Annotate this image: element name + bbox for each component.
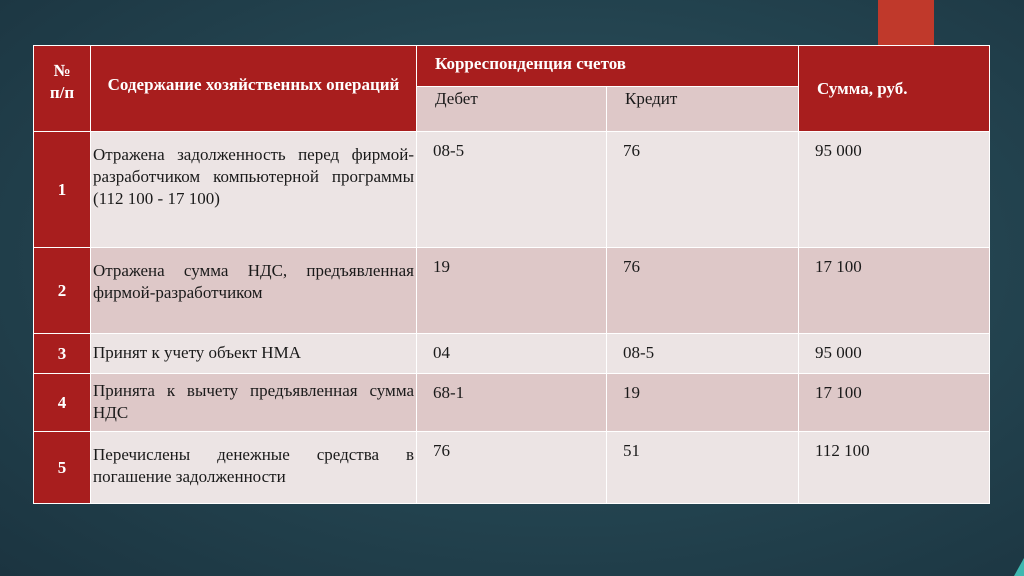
header-content: Содержание хозяйственных операций <box>91 46 417 132</box>
row-debit: 68-1 <box>417 374 607 432</box>
row-debit: 76 <box>417 432 607 504</box>
row-debit: 08-5 <box>417 132 607 248</box>
row-debit: 04 <box>417 334 607 374</box>
row-sum: 17 100 <box>799 374 990 432</box>
table-row <box>34 432 990 504</box>
operations-table-container <box>33 45 989 504</box>
table-row <box>34 248 990 334</box>
row-content: Отражена сумма НДС, предъявленная фирмой-разработчиком <box>91 248 417 334</box>
row-credit: 19 <box>607 374 799 432</box>
header-credit: Кредит <box>607 87 799 132</box>
operations-table <box>33 45 990 504</box>
corner-triangle-decoration <box>1014 558 1024 576</box>
row-number: 1 <box>34 132 91 248</box>
row-credit: 08-5 <box>607 334 799 374</box>
row-number: 3 <box>34 334 91 374</box>
row-sum: 95 000 <box>799 334 990 374</box>
table-row <box>34 132 990 248</box>
row-credit: 51 <box>607 432 799 504</box>
row-number: 4 <box>34 374 91 432</box>
row-credit: 76 <box>607 248 799 334</box>
row-content: Перечислены денежные средства в погашение задолженности <box>91 432 417 504</box>
table-row <box>34 334 990 374</box>
table-row <box>34 374 990 432</box>
accent-tab-decoration <box>878 0 934 46</box>
row-debit: 19 <box>417 248 607 334</box>
header-sum: Сумма, руб. <box>799 46 990 132</box>
header-correspondence: Корреспонденция счетов <box>417 46 799 87</box>
header-debit: Дебет <box>417 87 607 132</box>
row-content: Принят к учету объект НМА <box>91 334 417 374</box>
row-number: 2 <box>34 248 91 334</box>
row-credit: 76 <box>607 132 799 248</box>
row-content: Отражена задолженность перед фирмой-разработчиком компьютерной программы (112 100 - 17 100) <box>91 132 417 248</box>
row-sum: 112 100 <box>799 432 990 504</box>
row-number: 5 <box>34 432 91 504</box>
row-content: Принята к вычету предъявленная сумма НДС <box>91 374 417 432</box>
row-sum: 17 100 <box>799 248 990 334</box>
row-sum: 95 000 <box>799 132 990 248</box>
header-number: № п/п <box>34 46 91 132</box>
